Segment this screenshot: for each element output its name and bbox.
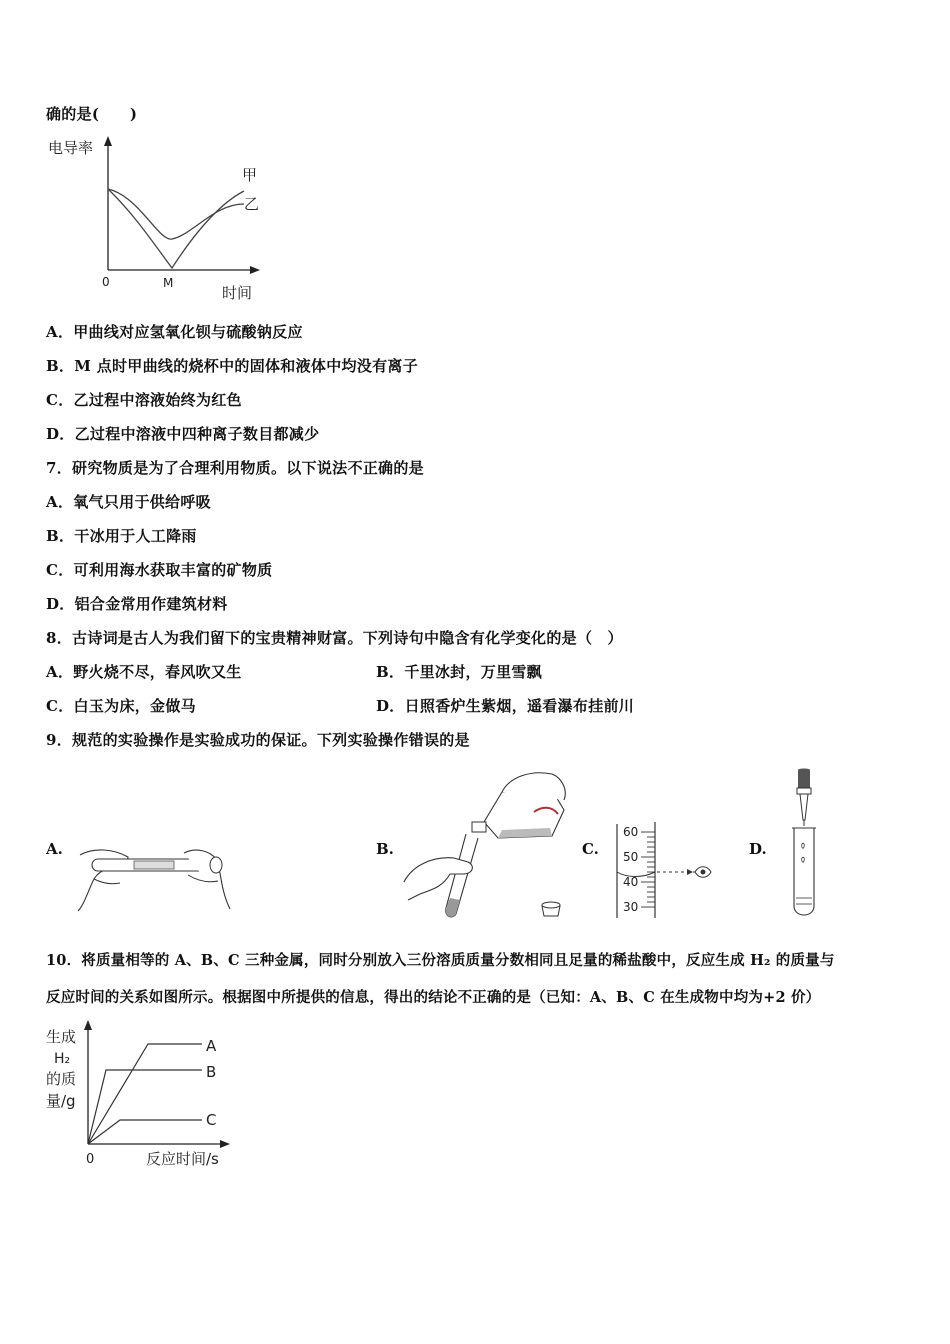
cylinder-tick-40: 40 bbox=[623, 875, 639, 889]
hydrogen-mass-graph bbox=[44, 1020, 254, 1170]
series-b-line bbox=[88, 1070, 202, 1144]
question-10-stem-line2: 反应时间的关系如图所示。根据图中所提供的信息，得出的结论不正确的是（已知：A、B、C 在生成物中均为+2 价） bbox=[46, 989, 821, 1006]
question-7-stem: 7．研究物质是为了合理利用物质。以下说法不正确的是 bbox=[46, 459, 424, 477]
test-tube-heating-illustration bbox=[74, 835, 234, 915]
series-c-line bbox=[88, 1120, 202, 1144]
cylinder-tick-30: 30 bbox=[623, 900, 639, 914]
curve-yi bbox=[108, 189, 244, 239]
q7-option-d: D．铝合金常用作建筑材料 bbox=[46, 595, 228, 613]
q7-option-a: A．氧气只用于供给呼吸 bbox=[46, 493, 211, 511]
q8-option-d: D．日照香炉生紫烟，遥看瀑布挂前川 bbox=[376, 697, 635, 715]
graph2-xlabel: 反应时间/s bbox=[146, 1150, 219, 1168]
q9-option-a-label: A. bbox=[46, 840, 63, 858]
graph2-ylabel-1: 生成 bbox=[46, 1028, 77, 1046]
dropper-test-tube-illustration bbox=[784, 768, 824, 918]
q8-option-b: B．千里冰封，万里雪飘 bbox=[376, 663, 542, 681]
graph1-y-arrow bbox=[104, 136, 112, 146]
question-6-stem-tail: 确的是( ) bbox=[46, 105, 138, 123]
cylinder-tick-50: 50 bbox=[623, 850, 639, 864]
q7-option-b: B．干冰用于人工降雨 bbox=[46, 527, 197, 545]
cylinder-tick-60: 60 bbox=[623, 825, 639, 839]
conductivity-graph bbox=[44, 134, 274, 304]
graph1-m-label: M bbox=[163, 276, 174, 290]
question-10-stem-line1: 10．将质量相等的 A、B、C 三种金属，同时分别放入三份溶质质量分数相同且足量的稀盐酸中，反应生成 H₂ 的质量与 bbox=[46, 952, 835, 969]
series-b-label: B bbox=[206, 1063, 217, 1081]
graduated-cylinder-illustration bbox=[615, 820, 715, 920]
q9-option-b-label: B. bbox=[376, 840, 394, 858]
graph2-x-arrow bbox=[220, 1140, 230, 1148]
graph2-ylabel-3: 的质 bbox=[46, 1070, 77, 1088]
graph1-xlabel: 时间 bbox=[222, 284, 253, 302]
curve-jia bbox=[108, 189, 244, 268]
series-a-label: A bbox=[206, 1037, 217, 1055]
pouring-liquid-illustration bbox=[402, 770, 582, 920]
graph2-ylabel-4: 量/g bbox=[46, 1092, 76, 1110]
graph2-origin: 0 bbox=[86, 1152, 95, 1167]
graph2-y-arrow bbox=[84, 1020, 92, 1030]
q9-option-d-label: D. bbox=[749, 840, 767, 858]
graph1-x-arrow bbox=[250, 266, 260, 274]
series-a-line bbox=[88, 1044, 202, 1144]
q7-option-c: C．可利用海水获取丰富的矿物质 bbox=[46, 561, 273, 579]
q6-option-b: B．M 点时甲曲线的烧杯中的固体和液体中均没有离子 bbox=[46, 357, 419, 375]
question-9-stem: 9．规范的实验操作是实验成功的保证。下列实验操作错误的是 bbox=[46, 731, 470, 749]
curve-yi-label: 乙 bbox=[244, 195, 260, 213]
graph1-ylabel: 电导率 bbox=[48, 139, 94, 157]
q9-option-c-label: C. bbox=[582, 840, 599, 858]
series-c-label: C bbox=[206, 1111, 217, 1129]
q6-option-a: A．甲曲线对应氢氧化钡与硫酸钠反应 bbox=[46, 323, 303, 341]
q8-option-c: C．白玉为床，金做马 bbox=[46, 697, 196, 715]
q6-option-c: C．乙过程中溶液始终为红色 bbox=[46, 391, 242, 409]
q8-option-a: A．野火烧不尽，春风吹又生 bbox=[46, 663, 242, 681]
question-8-stem: 8．古诗词是古人为我们留下的宝贵精神财富。下列诗句中隐含有化学变化的是（ ） bbox=[46, 629, 623, 647]
curve-jia-label: 甲 bbox=[242, 166, 258, 184]
q6-option-d: D．乙过程中溶液中四种离子数目都减少 bbox=[46, 425, 320, 443]
graph1-origin: 0 bbox=[102, 275, 110, 289]
graph2-ylabel-2: H₂ bbox=[54, 1051, 71, 1067]
